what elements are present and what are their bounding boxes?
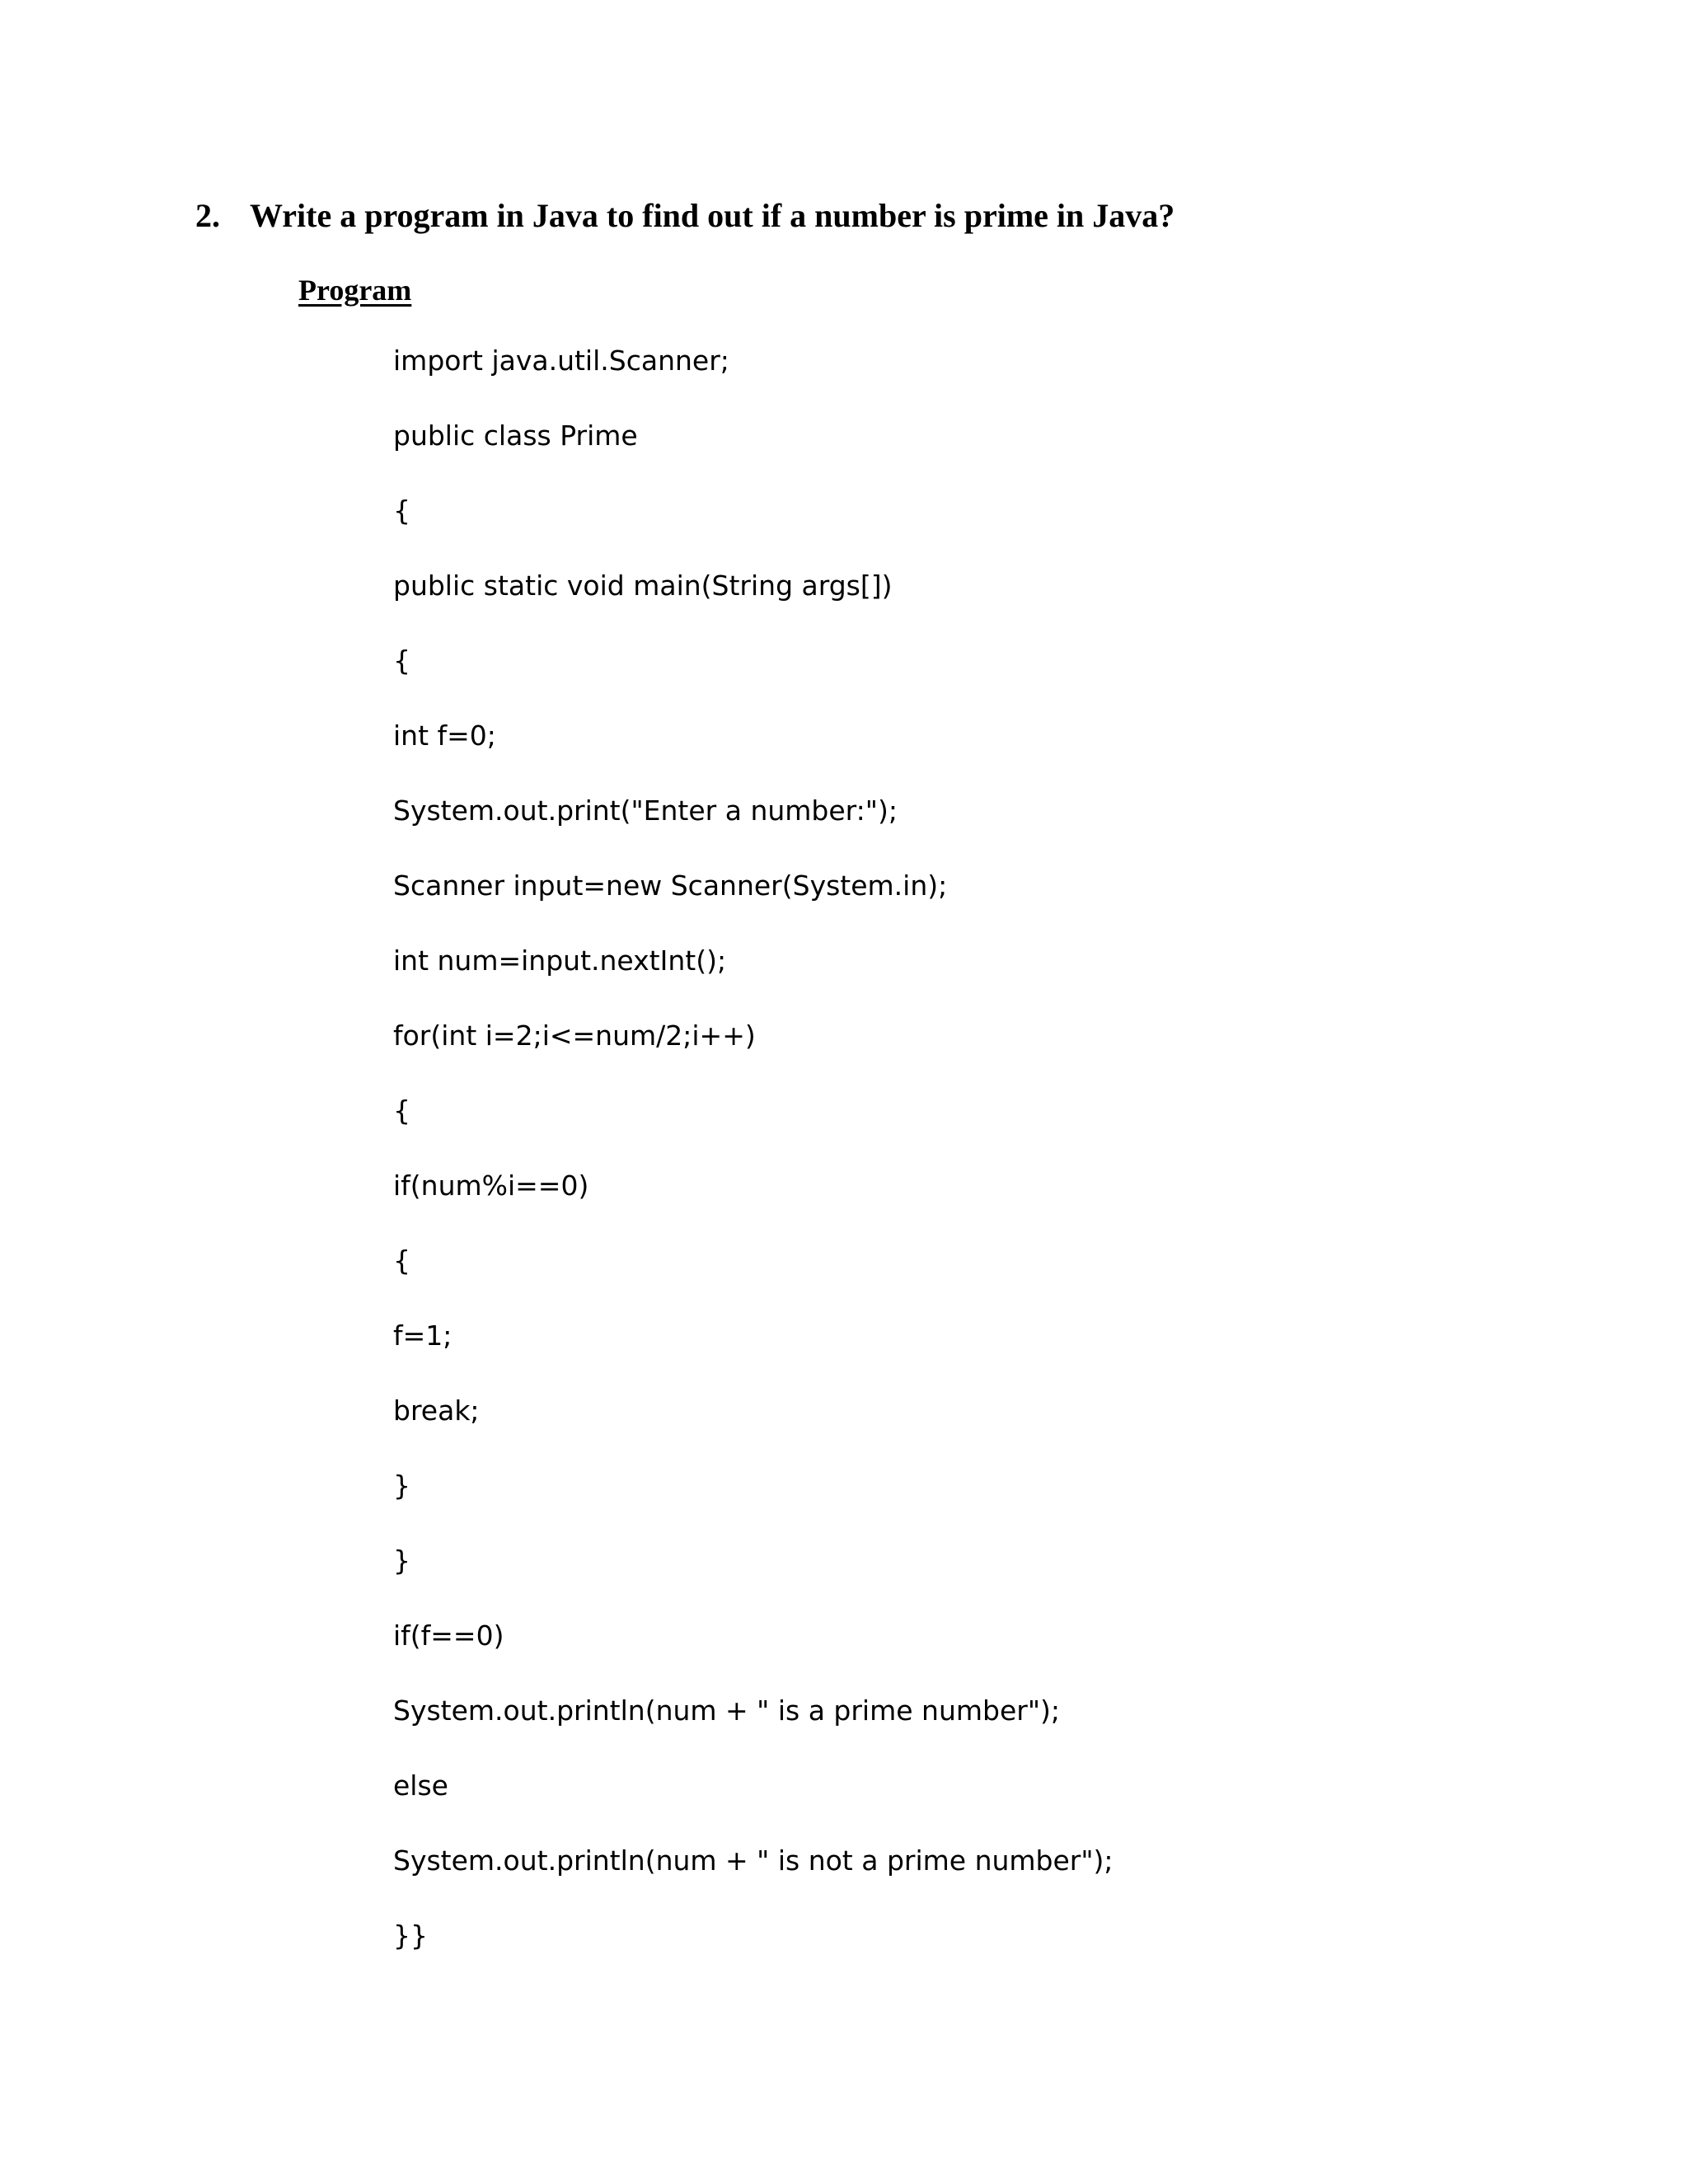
code-line: {	[393, 1094, 410, 1127]
code-line: System.out.println(num + " is not a prime number");	[393, 1844, 1114, 1877]
question-number: 2.	[195, 197, 220, 234]
code-line: {	[393, 494, 410, 527]
code-line: for(int i=2;i<=num/2;i++)	[393, 1019, 756, 1052]
code-line: else	[393, 1769, 448, 1802]
code-line: int f=0;	[393, 719, 496, 752]
code-line: import java.util.Scanner;	[393, 344, 729, 377]
question-text: Write a program in Java to find out if a number is prime in Java?	[250, 197, 1175, 234]
code-line: }	[393, 1544, 410, 1577]
code-line: break;	[393, 1394, 480, 1427]
code-line: }}	[393, 1919, 428, 1952]
code-listing	[393, 340, 1588, 1990]
code-line: if(f==0)	[393, 1619, 504, 1652]
code-line: System.out.println(num + " is a prime number");	[393, 1694, 1060, 1727]
code-line: if(num%i==0)	[393, 1169, 589, 1202]
code-line: }	[393, 1469, 410, 1502]
code-line: public class Prime	[393, 419, 638, 452]
code-line: public static void main(String args[])	[393, 569, 893, 602]
section-heading-program: Program	[298, 274, 412, 307]
code-line: {	[393, 1244, 410, 1277]
code-line: {	[393, 644, 410, 677]
question-heading	[195, 191, 1597, 241]
code-line: System.out.print("Enter a number:");	[393, 794, 898, 827]
code-line: Scanner input=new Scanner(System.in);	[393, 869, 948, 902]
code-line: f=1;	[393, 1319, 452, 1352]
code-line: int num=input.nextInt();	[393, 944, 727, 977]
